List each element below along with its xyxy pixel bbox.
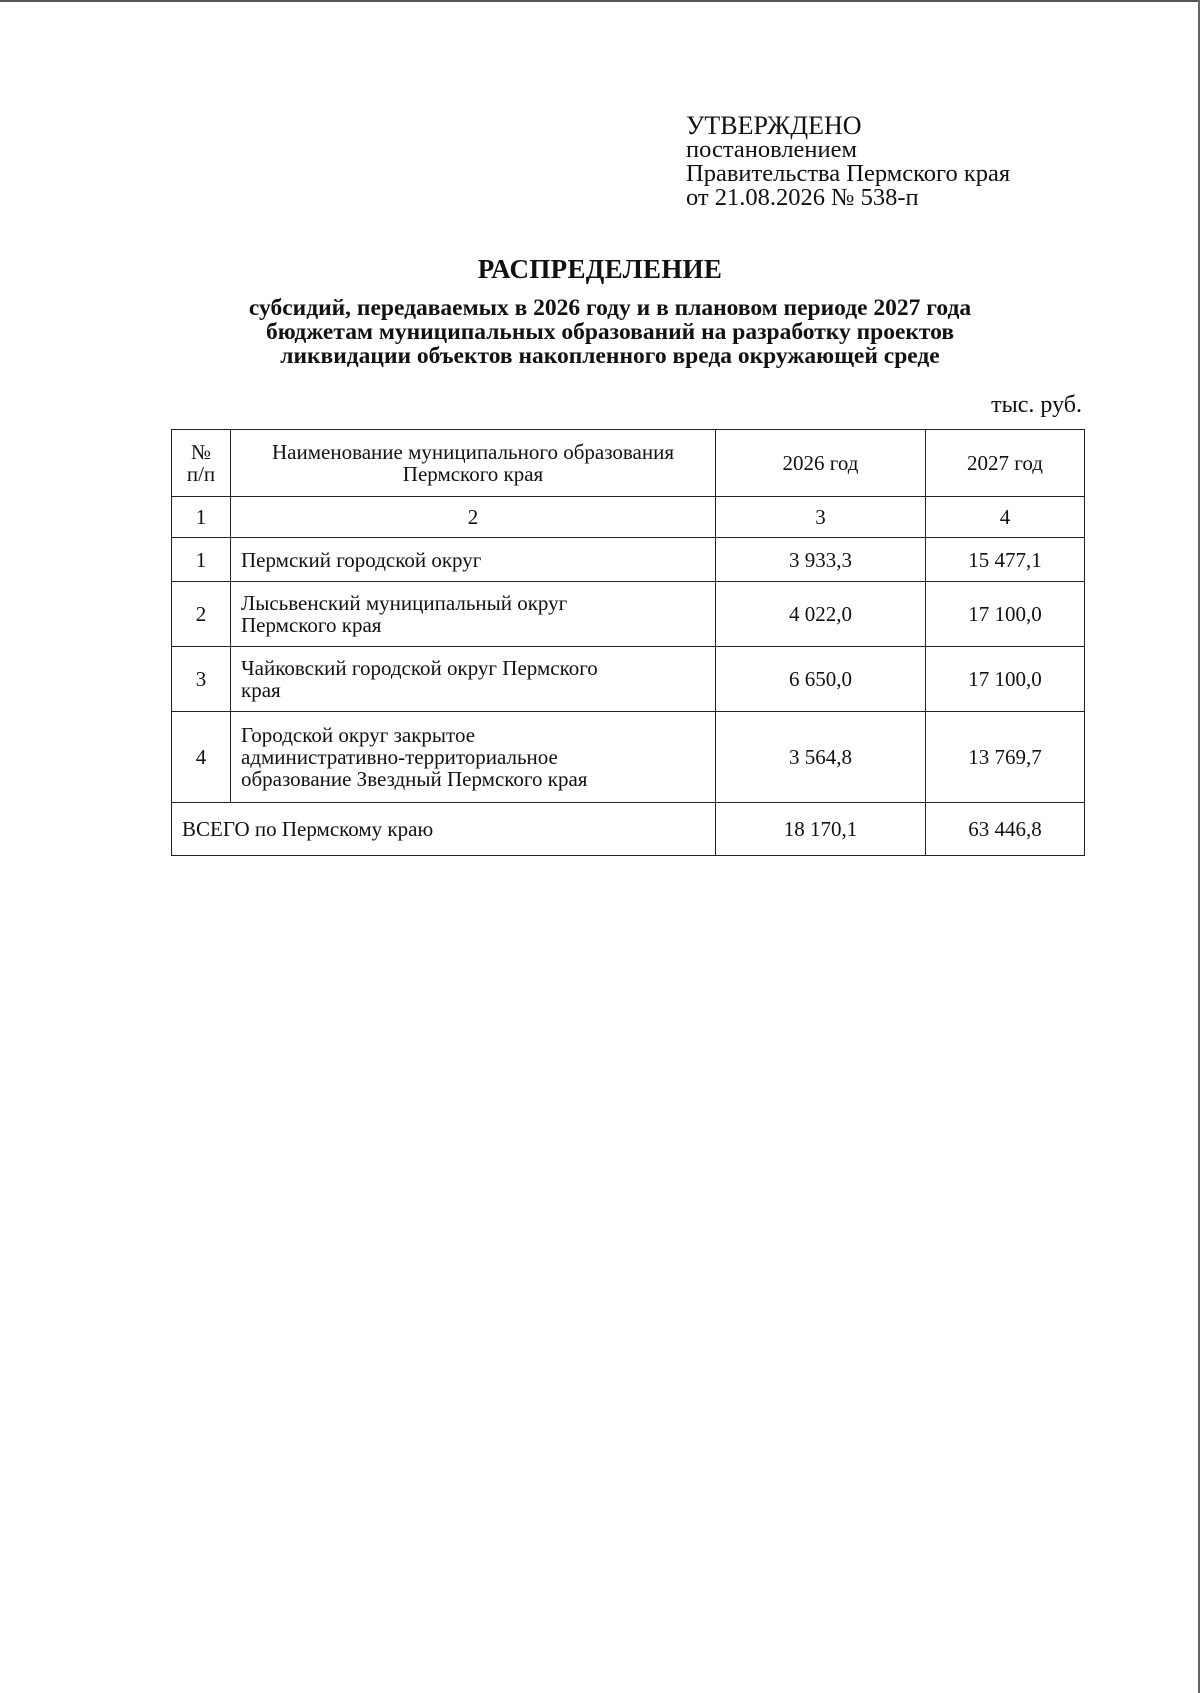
approval-line-2: Правительства Пермского края — [686, 160, 1011, 187]
header-year-2027: 2027 год — [926, 430, 1085, 497]
table-index-row — [172, 497, 1085, 538]
table-header-row — [172, 430, 1085, 497]
row-value-2026: 3 564,8 — [716, 712, 926, 803]
table-row — [172, 647, 1085, 712]
row-num: 1 — [172, 538, 231, 582]
row-name — [231, 647, 716, 712]
row-name — [231, 538, 716, 582]
subtitle-line-2: бюджетам муниципальных образований на разработку проектов — [265, 319, 955, 345]
approval-line-3: от 21.08.2026 № 538-п — [686, 184, 919, 211]
total-label: ВСЕГО по Пермскому краю — [172, 803, 716, 856]
header-num — [172, 430, 231, 497]
header-year-2026: 2026 год — [716, 430, 926, 497]
approval-stamp: УТВЕРЖДЕНО — [686, 111, 862, 140]
row-num: 2 — [172, 582, 231, 647]
subtitle-line-1: субсидий, передаваемых в 2026 году и в плановом периоде 2027 года — [248, 295, 972, 321]
row-value-2026: 4 022,0 — [716, 582, 926, 647]
row-name-line: Чайковский городской округ Пермского — [241, 656, 598, 680]
index-cell: 1 — [172, 497, 231, 538]
index-cell: 4 — [926, 497, 1085, 538]
row-name-line: Городской округ закрытое — [241, 723, 476, 747]
subsidy-table — [171, 429, 1085, 856]
units-label: тыс. руб. — [991, 392, 1082, 418]
row-num: 3 — [172, 647, 231, 712]
scan-border-top — [0, 0, 1200, 2]
row-name-line: Лысьвенский муниципальный округ — [241, 591, 568, 615]
header-name-line-2: Пермского края — [402, 462, 544, 486]
index-cell: 3 — [716, 497, 926, 538]
row-name-line: края — [241, 678, 281, 702]
table-row — [172, 538, 1085, 582]
row-name-line: административно-территориальное — [241, 745, 558, 769]
approval-block — [686, 111, 1011, 211]
row-value-2027: 13 769,7 — [926, 712, 1085, 803]
total-value-2027: 63 446,8 — [926, 803, 1085, 856]
table-total-row — [172, 803, 1085, 856]
document-title: РАСПРЕДЕЛЕНИЕ — [477, 254, 723, 284]
row-num: 4 — [172, 712, 231, 803]
header-num-line-1: № — [190, 440, 212, 464]
row-value-2026: 3 933,3 — [716, 538, 926, 582]
header-num-line-2: п/п — [186, 462, 216, 486]
row-name-line: Пермский городской округ — [241, 547, 482, 572]
row-name-line: образование Звездный Пермского края — [241, 767, 588, 791]
row-value-2027: 17 100,0 — [926, 582, 1085, 647]
subtitle-line-3: ликвидации объектов накопленного вреда окружающей среде — [280, 343, 940, 369]
total-value-2026: 18 170,1 — [716, 803, 926, 856]
row-value-2027: 17 100,0 — [926, 647, 1085, 712]
header-name-line-1: Наименование муниципального образования — [272, 440, 674, 464]
document-subtitle — [160, 296, 1060, 368]
table-row — [172, 582, 1085, 647]
row-value-2026: 6 650,0 — [716, 647, 926, 712]
row-name — [231, 712, 716, 803]
approval-line-1: постановлением — [686, 136, 858, 163]
row-value-2027: 15 477,1 — [926, 538, 1085, 582]
table-row — [172, 712, 1085, 803]
header-name — [231, 430, 716, 497]
row-name — [231, 582, 716, 647]
row-name-line: Пермского края — [241, 613, 382, 637]
index-cell: 2 — [231, 497, 716, 538]
